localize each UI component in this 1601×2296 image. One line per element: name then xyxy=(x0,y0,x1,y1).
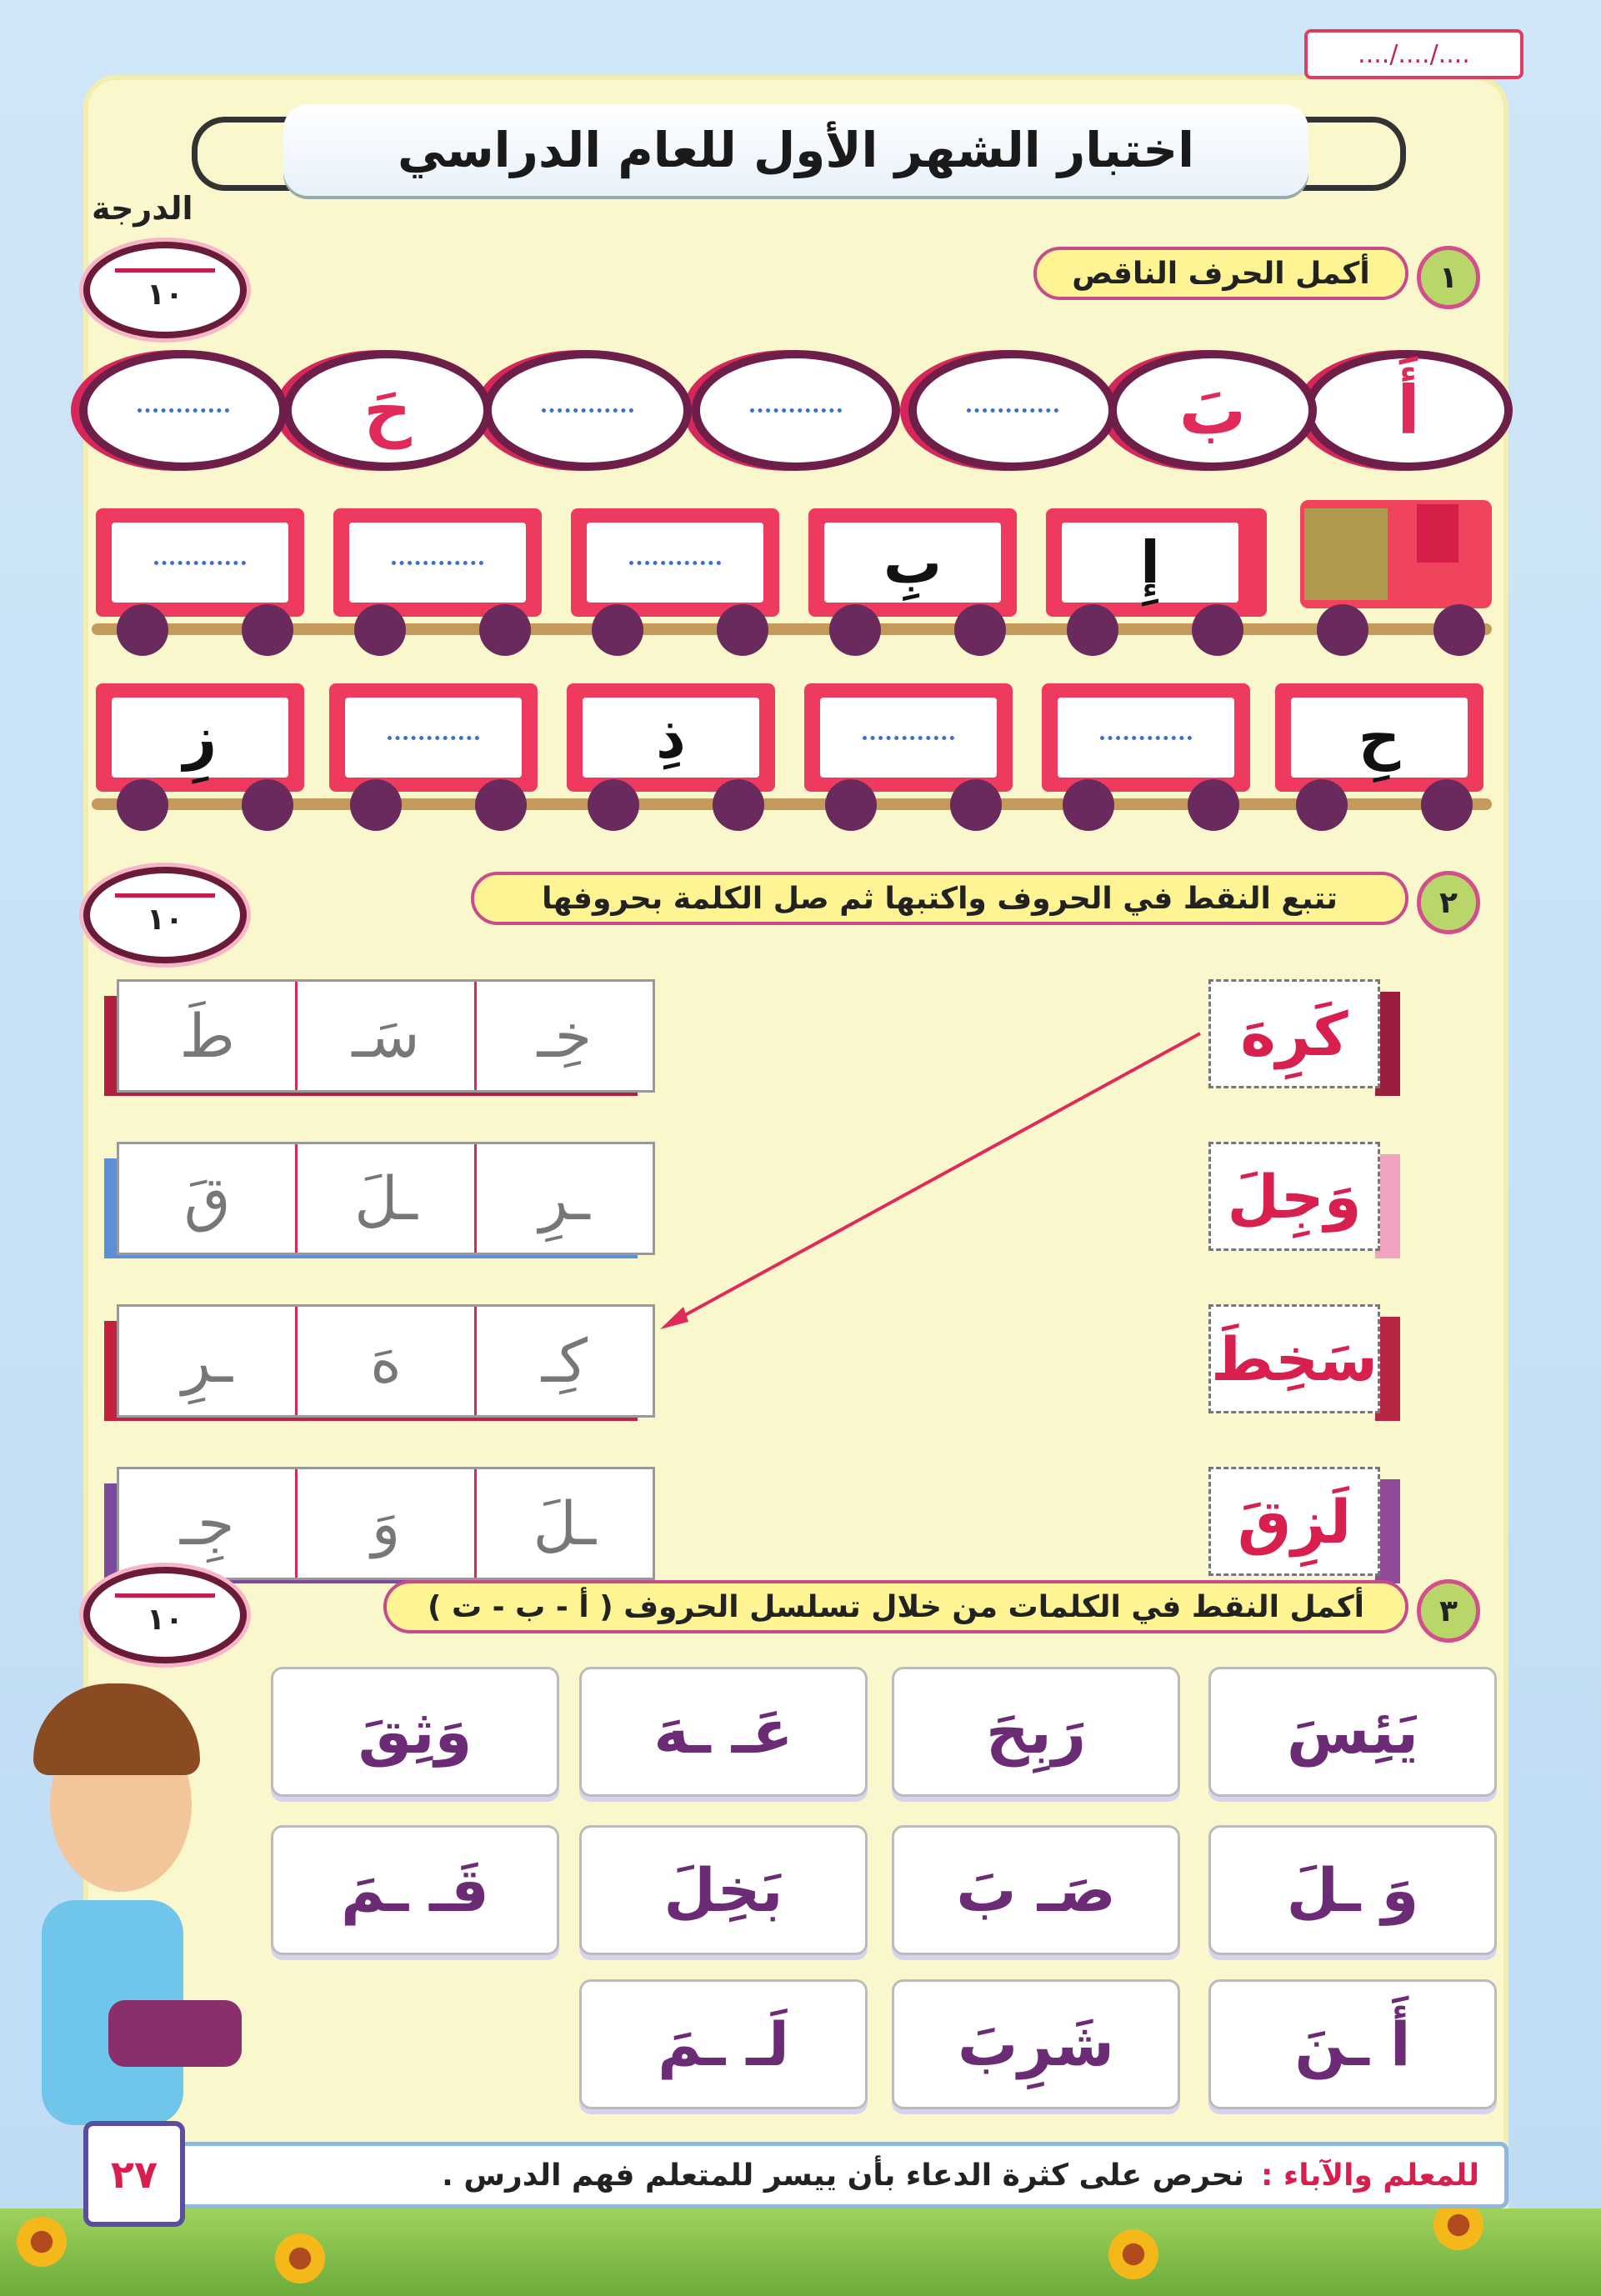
wheel xyxy=(825,779,877,831)
word-note-card[interactable] xyxy=(1208,1825,1497,1955)
instruction-1 xyxy=(1033,247,1408,300)
flower-icon xyxy=(1108,2229,1158,2279)
instruction-text: أكمل النقط في الكلمات من خلال تسلسل الحروف ( أ - ب - ت ) xyxy=(427,1589,1364,1624)
wheel xyxy=(1188,779,1239,831)
letter-oval[interactable] xyxy=(283,350,492,471)
word-text: قَـ ـمَ xyxy=(341,1855,489,1925)
score-box-1[interactable] xyxy=(83,242,247,338)
instruction-text: أكمل الحرف الناقص xyxy=(1072,256,1370,291)
letter-cell: كِـ xyxy=(541,1326,588,1396)
question-number-1: ١ xyxy=(1417,246,1480,309)
letter-cell: سَـ xyxy=(352,1001,420,1071)
boy-illustration-shorts xyxy=(108,2000,242,2067)
oval-letter: حَ xyxy=(363,372,412,449)
score-value: ١٠ xyxy=(147,903,183,937)
wheel xyxy=(479,604,531,656)
train-wagon[interactable] xyxy=(1042,683,1250,792)
wagon-letter: زِ xyxy=(183,703,218,772)
word-note-card[interactable] xyxy=(271,1825,559,1955)
train-wagon[interactable] xyxy=(567,683,775,792)
letter-group[interactable] xyxy=(117,1142,655,1255)
wheel xyxy=(1067,604,1118,656)
letter-oval[interactable] xyxy=(1304,350,1513,471)
letter-oval[interactable] xyxy=(908,350,1117,471)
wheel xyxy=(117,779,168,831)
train-cab xyxy=(1304,508,1388,600)
train-rail xyxy=(92,798,1492,810)
page-title: اختبار الشهر الأول للعام الدراسي xyxy=(397,122,1195,178)
train-wagon[interactable] xyxy=(96,508,304,617)
score-box-2[interactable] xyxy=(83,867,247,963)
word-text: سَخِطَ xyxy=(1211,1323,1378,1394)
wheel xyxy=(1063,779,1114,831)
wheel xyxy=(1421,779,1473,831)
train-wagon[interactable] xyxy=(804,683,1013,792)
word-text: بَخِلَ xyxy=(663,1855,783,1925)
letter-cell: جِـ xyxy=(179,1488,235,1558)
word-text: لَزِقَ xyxy=(1237,1486,1352,1557)
connecting-arrow xyxy=(650,1025,1217,1342)
score-line xyxy=(115,1593,215,1598)
wheel xyxy=(717,604,768,656)
letter-oval[interactable] xyxy=(1108,350,1317,471)
dotted-blank xyxy=(967,408,1058,413)
wheel xyxy=(242,604,293,656)
word-note-card[interactable] xyxy=(579,1667,868,1797)
score-box-3[interactable] xyxy=(83,1567,247,1663)
dotted-blank xyxy=(542,408,633,413)
word-card[interactable] xyxy=(1208,1142,1380,1251)
date-field[interactable]: ..../..../.... xyxy=(1304,29,1523,79)
wheel xyxy=(475,779,527,831)
dotted-blank xyxy=(154,561,246,565)
word-note-card[interactable] xyxy=(271,1667,559,1797)
dotted-blank xyxy=(1100,736,1192,740)
oval-letter: أَ xyxy=(1397,372,1420,449)
word-text: وَجِلَ xyxy=(1227,1161,1362,1232)
oval-letter: بَ xyxy=(1178,372,1247,449)
word-note-card[interactable] xyxy=(892,1979,1180,2109)
word-note-card[interactable] xyxy=(892,1825,1180,1955)
word-text: رَبِحَ xyxy=(985,1697,1087,1767)
train-wagon[interactable] xyxy=(329,683,538,792)
word-text: لَـ ـمَ xyxy=(658,2009,789,2079)
word-note-card[interactable] xyxy=(1208,1979,1497,2109)
grade-label: الدرجة xyxy=(92,190,193,227)
train-wagon[interactable] xyxy=(571,508,779,617)
word-note-card[interactable] xyxy=(579,1825,868,1955)
letter-cell: خِـ xyxy=(537,1001,593,1071)
word-text: وَثِقَ xyxy=(358,1697,473,1767)
wheel xyxy=(354,604,406,656)
word-text: وَ ـلَ xyxy=(1286,1855,1419,1925)
wheel xyxy=(117,604,168,656)
word-text: شَرِبَ xyxy=(958,2009,1114,2079)
train-wagon[interactable] xyxy=(1275,683,1483,792)
wheel xyxy=(829,604,881,656)
letter-group[interactable] xyxy=(117,979,655,1093)
word-card[interactable] xyxy=(1208,1304,1380,1413)
wheel xyxy=(713,779,764,831)
letter-group[interactable] xyxy=(117,1304,655,1418)
wheel xyxy=(1192,604,1243,656)
wheel xyxy=(592,604,643,656)
word-note-card[interactable] xyxy=(579,1979,868,2109)
footer-note xyxy=(175,2142,1508,2208)
letter-cell: هَ xyxy=(370,1326,402,1396)
instruction-text: تتبع النقط في الحروف واكتبها ثم صل الكلمة بحروفها xyxy=(542,881,1338,916)
score-line xyxy=(115,268,215,273)
wheel xyxy=(1433,604,1485,656)
wheel xyxy=(350,779,402,831)
letter-cell: وَ xyxy=(371,1488,401,1558)
wheel xyxy=(1317,604,1368,656)
letter-oval[interactable] xyxy=(79,350,288,471)
wagon-letter: حِ xyxy=(1358,703,1401,772)
letter-cell: ـرِ xyxy=(182,1326,233,1396)
wheel xyxy=(954,604,1006,656)
wagon-letter: ذِ xyxy=(656,703,686,772)
wheel xyxy=(950,779,1002,831)
wagon-letter: إِ xyxy=(1140,528,1160,597)
wagon-letter: بِ xyxy=(883,528,943,597)
train-wagon[interactable] xyxy=(1046,508,1254,617)
score-value: ١٠ xyxy=(147,1603,183,1637)
word-card[interactable] xyxy=(1208,979,1380,1088)
instruction-2 xyxy=(471,872,1408,925)
letter-cell: طَ xyxy=(179,1001,235,1071)
word-text: كَرِهَ xyxy=(1240,998,1348,1069)
letter-cell: ـرِ xyxy=(538,1163,590,1233)
word-text: صَـ بَ xyxy=(956,1855,1116,1925)
letter-group[interactable] xyxy=(117,1467,655,1580)
score-value: ١٠ xyxy=(147,278,183,312)
flower-icon xyxy=(275,2233,325,2283)
letter-cell: ـلَ xyxy=(354,1163,418,1233)
question-number-3: ٣ xyxy=(1417,1579,1480,1643)
dotted-blank xyxy=(629,561,721,565)
wheel xyxy=(242,779,293,831)
word-text: عَـ ـهَ xyxy=(653,1697,793,1767)
page-number: ٢٧ xyxy=(83,2121,185,2227)
train-chimney xyxy=(1417,504,1458,563)
train-wagon[interactable] xyxy=(96,683,304,792)
flower-icon xyxy=(17,2217,67,2267)
train-rail xyxy=(92,623,1492,635)
footer-label: للمعلم والآباء : xyxy=(1260,2158,1479,2193)
letter-cell: ـلَ xyxy=(533,1488,597,1558)
dotted-blank xyxy=(388,736,479,740)
letter-oval[interactable] xyxy=(692,350,900,471)
grass-strip xyxy=(0,2208,1601,2296)
wheel xyxy=(1296,779,1348,831)
word-note-card[interactable] xyxy=(1208,1667,1497,1797)
dotted-blank xyxy=(138,408,229,413)
wheel xyxy=(588,779,639,831)
word-card[interactable] xyxy=(1208,1467,1380,1576)
letter-oval[interactable] xyxy=(483,350,692,471)
train-wagon[interactable] xyxy=(808,508,1017,617)
dotted-blank xyxy=(392,561,483,565)
letter-cell: قَ xyxy=(183,1163,231,1233)
dotted-blank xyxy=(750,408,842,413)
footer-text: نحرص على كثرة الدعاء بأن ييسر للمتعلم فهم الدرس . xyxy=(442,2158,1244,2193)
word-text: يَئِسَ xyxy=(1286,1697,1419,1767)
question-number-2: ٢ xyxy=(1417,871,1480,934)
instruction-3 xyxy=(383,1580,1408,1633)
word-text: أَ ـنَ xyxy=(1294,2009,1411,2079)
word-note-card[interactable] xyxy=(892,1667,1180,1797)
train-wagon[interactable] xyxy=(333,508,542,617)
dotted-blank xyxy=(863,736,954,740)
score-line xyxy=(115,893,215,898)
title-banner xyxy=(283,104,1308,196)
